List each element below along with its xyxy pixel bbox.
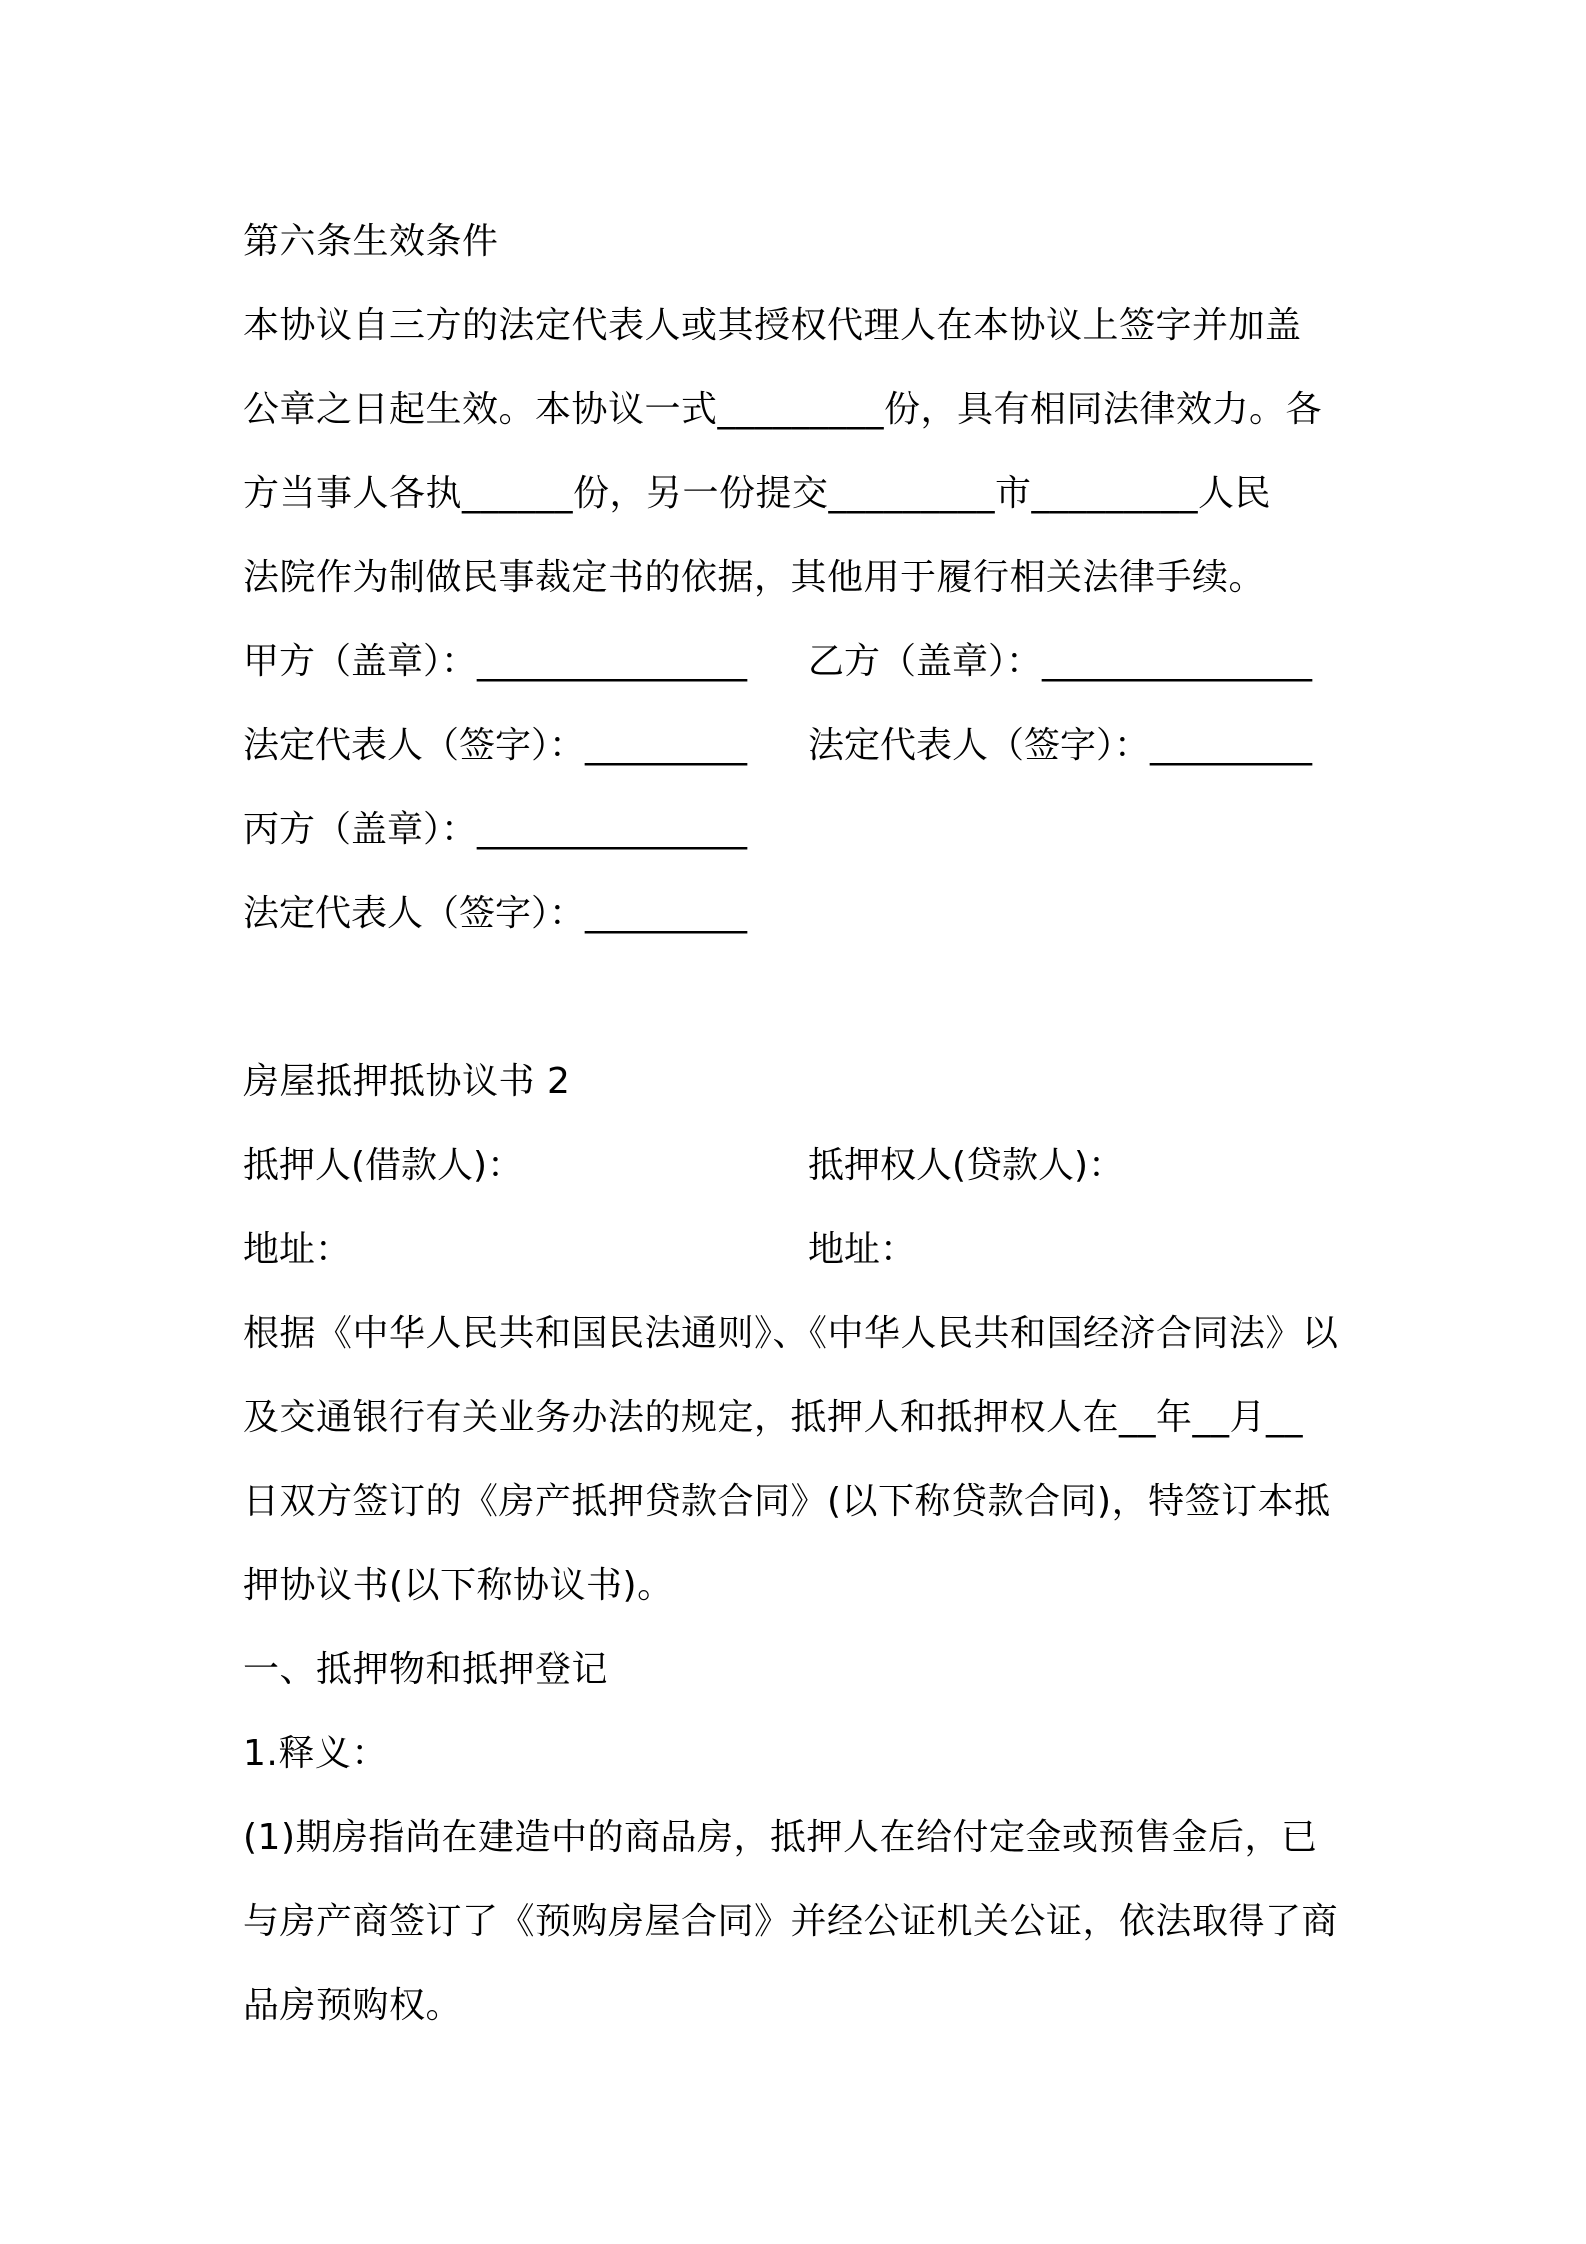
party-a-representative: 法定代表人（签字）：_________ xyxy=(243,725,748,766)
empty-cell xyxy=(808,788,1353,872)
paragraph-line: 押协议书(以下称协议书)。 xyxy=(243,1565,674,1606)
paragraph-line: 法院作为制做民事裁定书的依据，其他用于履行相关法律手续。 xyxy=(243,557,1266,598)
article-six-heading: 第六条生效条件 xyxy=(243,221,499,262)
paragraph-line: 公章之日起生效。本协议一式_________份，具有相同法律效力。各 xyxy=(243,389,1323,430)
agreement-title: 房屋抵押抵协议书 2 xyxy=(243,1061,571,1102)
definition-title: 1.释义： xyxy=(243,1733,388,1774)
party-c-seal: 丙方（盖章）：_______________ xyxy=(243,809,748,850)
paragraph-line: 日双方签订的《房产抵押贷款合同》(以下称贷款合同)，特签订本抵 xyxy=(243,1481,1331,1522)
mortgagee-address: 地址： xyxy=(808,1229,917,1270)
empty-cell xyxy=(808,872,1353,956)
signature-row xyxy=(243,872,1353,956)
party-row xyxy=(243,1208,1353,1292)
section-spacer xyxy=(243,956,1353,1040)
paragraph-line: 及交通银行有关业务办法的规定，抵押人和抵押权人在__年__月__ xyxy=(243,1397,1304,1438)
signature-row xyxy=(243,704,1353,788)
mortgagor-label: 抵押人(借款人)： xyxy=(243,1145,524,1186)
document-page xyxy=(243,200,1353,2048)
definition-line: (1)期房指尚在建造中的商品房，抵押人在给付定金或预售金后，已 xyxy=(243,1817,1318,1858)
paragraph-line: 本协议自三方的法定代表人或其授权代理人在本协议上签字并加盖 xyxy=(243,305,1302,346)
party-b-representative: 法定代表人（签字）：_________ xyxy=(808,725,1313,766)
party-c-representative: 法定代表人（签字）：_________ xyxy=(243,893,748,934)
party-a-seal: 甲方（盖章）：_______________ xyxy=(243,641,748,682)
signature-row xyxy=(243,788,1353,872)
party-b-seal: 乙方（盖章）：_______________ xyxy=(808,641,1313,682)
mortgagor-address: 地址： xyxy=(243,1229,352,1270)
signature-row xyxy=(243,620,1353,704)
definition-line: 与房产商签订了《预购房屋合同》并经公证机关公证，依法取得了商 xyxy=(243,1901,1339,1942)
section-one-heading: 一、抵押物和抵押登记 xyxy=(243,1649,609,1690)
definition-line: 品房预购权。 xyxy=(243,1985,463,2026)
mortgagee-label: 抵押权人(贷款人)： xyxy=(808,1145,1125,1186)
party-row xyxy=(243,1124,1353,1208)
paragraph-line: 根据《中华人民共和国民法通则》、《中华人民共和国经济合同法》以 xyxy=(243,1313,1339,1354)
paragraph-line: 方当事人各执______份，另一份提交_________市_________人民 xyxy=(243,473,1272,514)
